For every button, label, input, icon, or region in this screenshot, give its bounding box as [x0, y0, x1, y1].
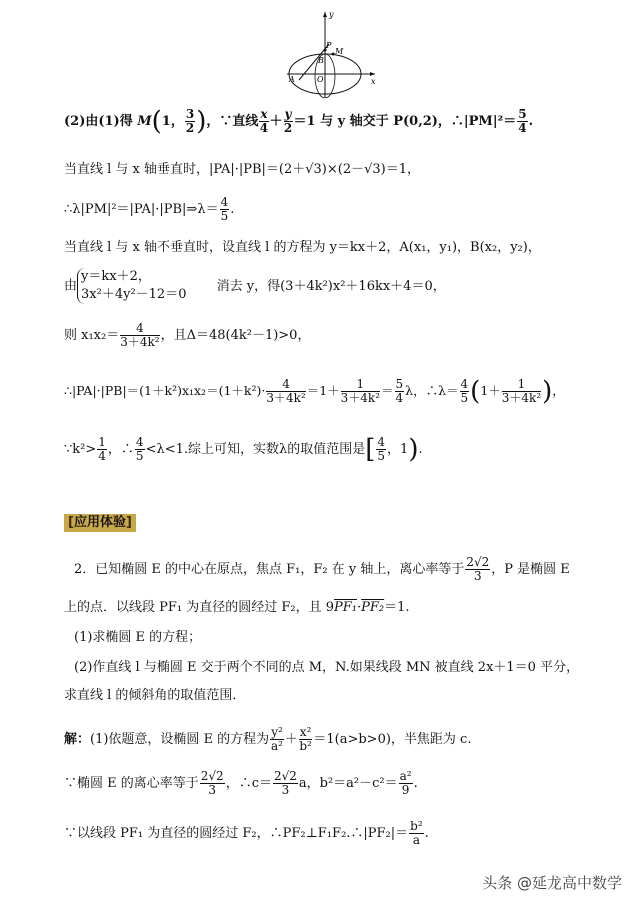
solution-line-3: ∴λ|PM|²＝|PA|·|PB|⇒λ＝ $\frac{4}{5}$ . — [64, 195, 235, 223]
solution-line-2: 当直线 l 与 x 轴垂直时，|PA|·|PB|＝(2＋√3)×(2－√3)＝1， — [64, 162, 421, 177]
solution-line-4: 当直线 l 与 x 轴不垂直时，设直线 l 的方程为 y＝kx＋2，A(x₁，y₁)，B(x₂，y₂)， — [64, 240, 541, 255]
fig-label-x: x — [371, 77, 376, 86]
solution-line-7: ∴|PA|·|PB|＝(1＋k²)x₁x₂＝(1＋k²)· $\frac{4}{\text{3＋4k²}}$ ＝1＋ $\frac{1}{\text{3＋4k²}}$ ＝ $\frac{5}{4}$ λ，∴λ＝ $\frac{4}{5}$ (1＋ $\frac{1}{\text{3＋4k²}}$ )， — [64, 376, 565, 407]
solution-line-8: ∵k²> $\frac{1}{4}$ ，∴ $\frac{4}{5}$ <λ<1.综上可知，实数λ的取值范围是[ $\frac{4}{5}$ ，1). — [64, 434, 423, 465]
problem-line-5: 求直线 l 的倾斜角的取值范围． — [64, 688, 246, 703]
fig-label-b: B — [318, 56, 324, 65]
answer-line-1: 解：(1)依题意，设椭圆 E 的方程为 $\frac{\text{y²}}{\text{a²}}$ ＋ $\frac{\text{x²}}{\text{b²}}$ ＝1(a>b>0)，半焦距为 c. — [64, 725, 472, 753]
problem-line-1: 2．已知椭圆 E 的中心在原点，焦点 F₁，F₂ 在 y 轴上，离心率等于 $\frac{2√2}{3}$ ，P 是椭圆 E — [74, 555, 570, 583]
solution-line-5: 由 y＝kx＋2， 3x²＋4y²－12＝0 消去 y，得(3＋4k²)x²＋16kx＋4＝0， — [64, 269, 446, 302]
problem-line-4: (2)作直线 l 与椭圆 E 交于两个不同的点 M，N.如果线段 MN 被直线 2x＋1＝0 平分， — [74, 660, 580, 675]
solution-line-1: (2)由(1)得 M(1， $\frac{3}{2}$ )，∵直线 $\frac{x}{4}$ ＋ $\frac{y}{2}$ ＝1 与 y 轴交于 P(0,2)，∴|PM|²＝ $\frac{5}{4}$ . — [64, 106, 534, 137]
ellipse-figure — [285, 8, 385, 98]
fig-label-m: M — [335, 47, 344, 56]
fig-label-o: O — [317, 75, 324, 84]
answer-line-2: ∵椭圆 E 的离心率等于 $\frac{2√2}{3}$ ，∴c＝ $\frac{2√2}{3}$ a，b²＝a²－c²＝ $\frac{\text{a²}}{9}$ . — [64, 769, 418, 797]
section-tag: [应用体验] — [64, 514, 136, 532]
watermark: 头条 @延龙高中数学 — [482, 874, 622, 892]
solution-line-6: 则 x₁x₂＝ $\frac{4}{\text{3＋4k²}}$ ，且Δ＝48(4k²－1)>0， — [64, 321, 311, 349]
problem-line-3: (1)求椭圆 E 的方程； — [74, 630, 202, 645]
fig-label-a: A — [289, 75, 295, 84]
fig-label-p: P — [326, 41, 332, 50]
answer-line-3: ∵以线段 PF₁ 为直径的圆经过 F₂，∴PF₂⊥F₁F₂.∴|PF₂|＝ $\frac{\text{b²}}{a}$ . — [64, 819, 429, 847]
fig-label-y: y — [329, 10, 334, 19]
problem-line-2: 上的点．以线段 PF₁ 为直径的圆经过 F₂，且 9PF₁·PF₂＝1. — [64, 600, 410, 615]
